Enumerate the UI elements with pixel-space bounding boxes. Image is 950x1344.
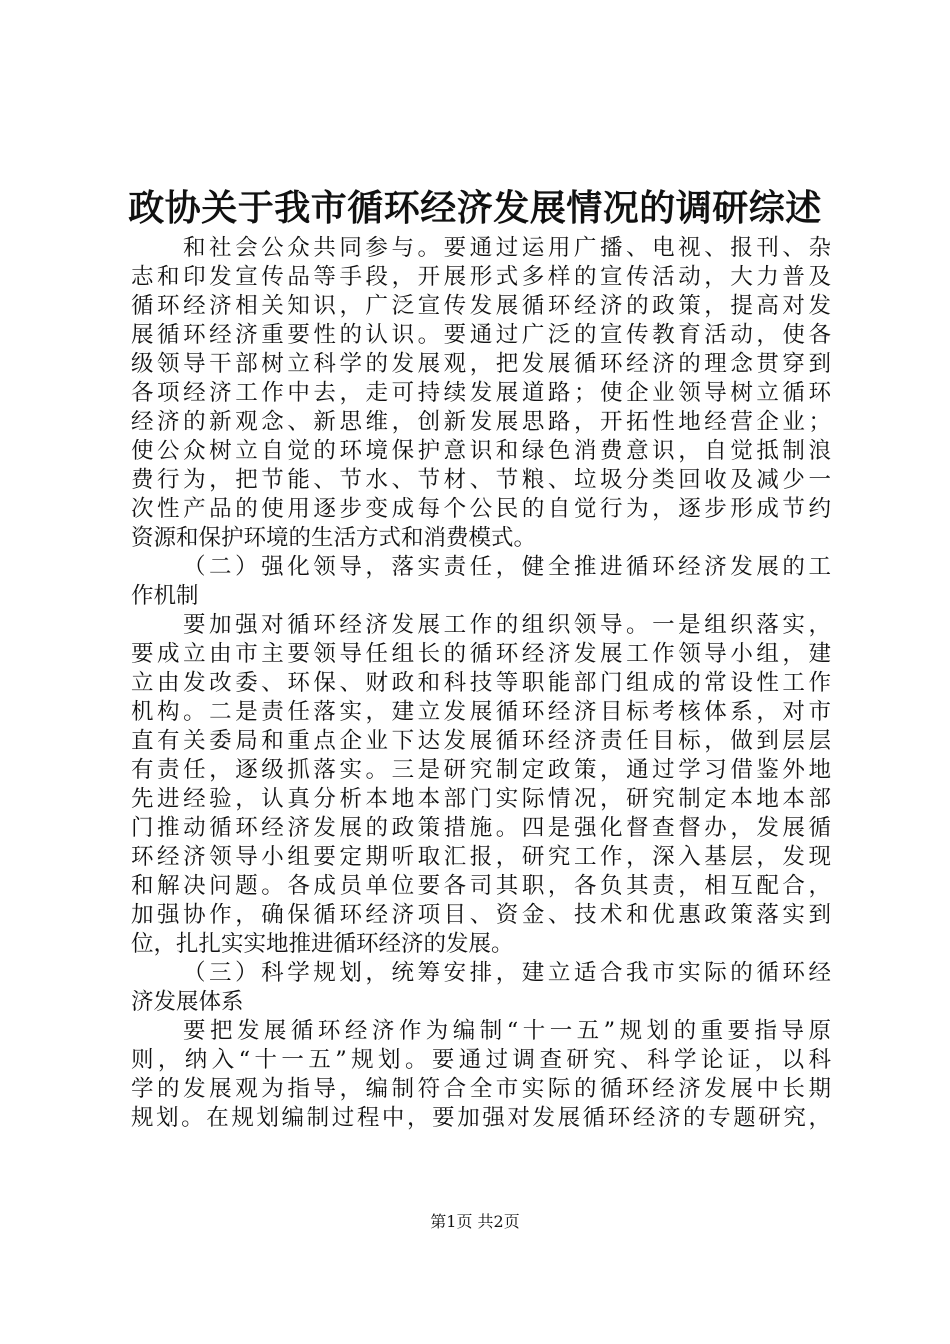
text-line: 要成立由市主要领导任组长的循环经济发展工作领导小组，建 bbox=[131, 641, 831, 667]
text-line: 学的发展观为指导，编制符合全市实际的循环经济发展中长期 bbox=[131, 1076, 831, 1102]
text-line: 费行为，把节能、节水、节材、节粮、垃圾分类回收及减少一 bbox=[131, 467, 831, 493]
text-line: 规划。在规划编制过程中，要加强对发展循环经济的专题研究， bbox=[131, 1105, 831, 1131]
text-line: 各项经济工作中去，走可持续发展道路；使企业领导树立循环 bbox=[131, 380, 831, 406]
text-line: 位，扎扎实实地推进循环经济的发展。 bbox=[131, 931, 514, 957]
text-line: 次性产品的使用逐步变成每个公民的自觉行为，逐步形成节约 bbox=[131, 496, 831, 522]
text-line: 加强协作，确保循环经济项目、资金、技术和优惠政策落实到 bbox=[131, 902, 831, 928]
text-line: 机构。二是责任落实，建立发展循环经济目标考核体系，对市 bbox=[131, 699, 831, 725]
text-line: 使公众树立自觉的环境保护意识和绿色消费意识，自觉抵制浪 bbox=[131, 438, 831, 464]
text-line: 先进经验，认真分析本地本部门实际情况，研究制定本地本部 bbox=[131, 786, 831, 812]
page-footer: 第1页 共2页 bbox=[430, 1212, 520, 1231]
text-line: 和解决问题。各成员单位要各司其职，各负其责，相互配合， bbox=[131, 873, 831, 899]
section-heading: 济发展体系 bbox=[131, 989, 244, 1015]
text-line: 循环经济相关知识，广泛宣传发展循环经济的政策，提高对发 bbox=[131, 293, 831, 319]
text-line: 有责任，逐级抓落实。三是研究制定政策，通过学习借鉴外地 bbox=[131, 757, 831, 783]
text-line: 门推动循环经济发展的政策措施。四是强化督查督办，发展循 bbox=[131, 815, 831, 841]
text-line: 环经济领导小组要定期听取汇报，研究工作，深入基层，发现 bbox=[131, 844, 831, 870]
section-heading: 作机制 bbox=[131, 583, 199, 609]
text-line: 则，纳入“十一五”规划。要通过调查研究、科学论证，以科 bbox=[131, 1047, 831, 1073]
text-line: 直有关委局和重点企业下达发展循环经济责任目标，做到层层 bbox=[131, 728, 831, 754]
section-heading: （三）科学规划，统筹安排，建立适合我市实际的循环经 bbox=[183, 960, 831, 986]
section-heading: （二）强化领导，落实责任，健全推进循环经济发展的工 bbox=[183, 554, 831, 580]
document-title: 政协关于我市循环经济发展情况的调研综述 bbox=[128, 187, 822, 229]
text-line: 资源和保护环境的生活方式和消费模式。 bbox=[131, 525, 537, 551]
text-line: 级领导干部树立科学的发展观，把发展循环经济的理念贯穿到 bbox=[131, 351, 831, 377]
text-line: 志和印发宣传品等手段，开展形式多样的宣传活动，大力普及 bbox=[131, 264, 831, 290]
text-line: 立由发改委、环保、财政和科技等职能部门组成的常设性工作 bbox=[131, 670, 831, 696]
text-line: 要把发展循环经济作为编制“十一五”规划的重要指导原 bbox=[183, 1018, 831, 1044]
text-line: 经济的新观念、新思维，创新发展思路，开拓性地经营企业； bbox=[131, 409, 831, 435]
text-line: 展循环经济重要性的认识。要通过广泛的宣传教育活动，使各 bbox=[131, 322, 831, 348]
text-line: 要加强对循环经济发展工作的组织领导。一是组织落实， bbox=[183, 612, 831, 638]
text-line: 和社会公众共同参与。要通过运用广播、电视、报刊、杂 bbox=[183, 235, 831, 261]
document-body bbox=[131, 234, 831, 1133]
